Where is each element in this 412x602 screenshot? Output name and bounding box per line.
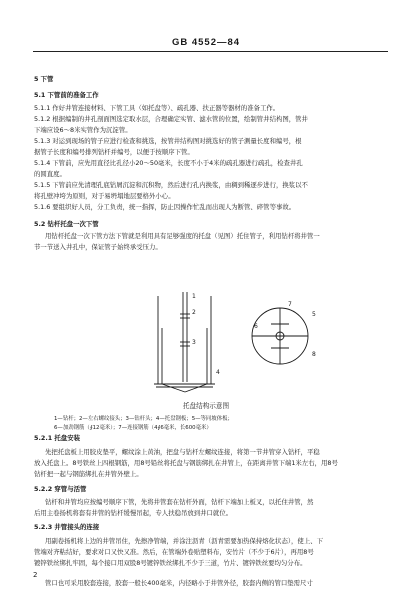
- label-8: 8: [312, 351, 316, 358]
- text-line-b52: 5.2 钻杆托盘一次下管: [34, 220, 99, 228]
- text-line-b523: 5.2.3 井管接头的连接: [34, 523, 100, 531]
- text-line-b513a: 5.1.3 对运到现场的管子应进行检查和挑选，按管井结构图对挑选好的管子测量长度和编号，根: [34, 137, 302, 145]
- text-line-b512a: 5.1.2 根据编制的井孔剖面图选定取水层，合理确定实管、滤水管的位置，绘制管井结构图，管井: [34, 115, 308, 123]
- text-line-b522b: 后用主卷扬机将套有井管的钻杆缓慢吊起，专人扶稳吊放到井口就位。: [34, 509, 233, 517]
- figure-caption: 托盘结构示意图: [182, 402, 230, 410]
- text-line-b521c: 钻杆把一起与钢筋绑扎在井管外壁上。: [34, 470, 143, 478]
- text-line-b5: 5 下管: [34, 75, 54, 83]
- text-line-b522: 5.2.2 穿管与活管: [34, 485, 87, 493]
- label-6: 6: [254, 323, 258, 330]
- label-7: 7: [288, 301, 292, 308]
- text-line-b514a: 5.1.4 下管前，应先用直径比孔径小20～50毫米，长度不小于4米的疏孔器进行疏孔，检查井孔: [34, 159, 303, 167]
- text-line-b516a: 5.1.6 要组织好人员，分工负责，统一指挥，防止因操作忙乱而出现人为断管、碎管等事故。: [34, 203, 296, 211]
- text-line-b523a: 用副卷扬机将上边的井管吊住，先擦净管端，并涂注沥青（沥青需要加热保持熔化状态），使上、下: [45, 537, 323, 545]
- text-line-b52a: 用钻杆托盘一次下管方法下管就是利用具有足够强度的托盘（见图）托住管子，利用钻杆将井管一: [45, 232, 320, 240]
- page-number: 2: [33, 571, 38, 579]
- text-line-b515b: 将孔壁冲垮为原则，对于易坍塌地层要格外小心。: [34, 192, 175, 200]
- text-line-b523b: 管端对齐粘结好，要求对口又快又准。然后，在管端外卷贴塑料布，安竹片（不少于6片），再用8号: [34, 548, 314, 556]
- text-line-b521b: 放入托盘上。8号铁丝上四根钢筋，用8号铅丝将托盘与钢筋绑扎在井管上，在距离井管下端1米左右，用8号: [34, 459, 338, 467]
- text-line-b523c: 镀锌铁丝绑扎牢固，每个接口用双股8号镀锌铁丝绑扎不少于三道，竹片、镀锌铁丝要均匀分布。: [34, 559, 307, 567]
- label-1: 1: [192, 293, 196, 300]
- label-4: 4: [216, 369, 220, 376]
- tray-plan-drawing: [252, 308, 308, 364]
- text-line-b521: 5.2.1 托盘安装: [34, 434, 80, 442]
- figure-legend-line1: 1—钻杆；2—左右螺纹接头；3—钻杆头；4—托盘钢板；5—等同坡体板；: [54, 416, 233, 422]
- label-3: 3: [192, 339, 196, 346]
- text-line-b52b: 节一节送入井孔中，保证管子始终承受压力。: [34, 243, 162, 251]
- text-line-b511a: 5.1.1 作好井管连接材料、下管工具（如托盘等）、疏孔器、扶正器等器材的准备工作。: [34, 104, 280, 112]
- text-line-b514b: 的圆直度。: [34, 170, 66, 178]
- tray-structure-figure: [150, 284, 400, 399]
- standard-header: GB 4552—84: [171, 37, 241, 48]
- text-line-b512b: 下端应设6～8米实管作为沉淀管。: [34, 126, 132, 134]
- text-line-b513b: 据管子长度和编号排列钻杆并编号，以便于按顺序下管。: [34, 148, 194, 156]
- text-line-b521a: 先把托盘板上用胶皮垫平，螺纹涂上黄油，把盘与钻杆左螺纹连接，将第一节井管穿入钻杆，平稳: [45, 448, 320, 456]
- text-line-b523d: 管口也可采用胶套连接，胶套一般长400毫米，内径略小于井管外径，胶套内侧的管口垫需尺寸: [45, 579, 313, 587]
- label-5: 5: [312, 311, 316, 318]
- text-line-b51: 5.1 下管前的准备工作: [34, 91, 99, 99]
- header-rule: [33, 51, 388, 52]
- text-line-b515a: 5.1.5 下管前应先清理孔底钻屑沉淀和沉积物，然后进行孔内换浆，由稠到稀逐步进行，换浆以不: [34, 181, 308, 189]
- tray-elevation-drawing: [154, 292, 215, 392]
- figure-legend-line2: 6—加劲钢筋（∮12毫米）；7—连接钢筋（4∮6毫米，长600毫米）: [54, 425, 212, 431]
- text-line-b522a: 钻杆和井管均应按编号顺序下管，先将井管套在钻杆外面，钻杆下端加上板叉，以托住井管，然: [45, 498, 314, 506]
- label-2: 2: [192, 309, 196, 316]
